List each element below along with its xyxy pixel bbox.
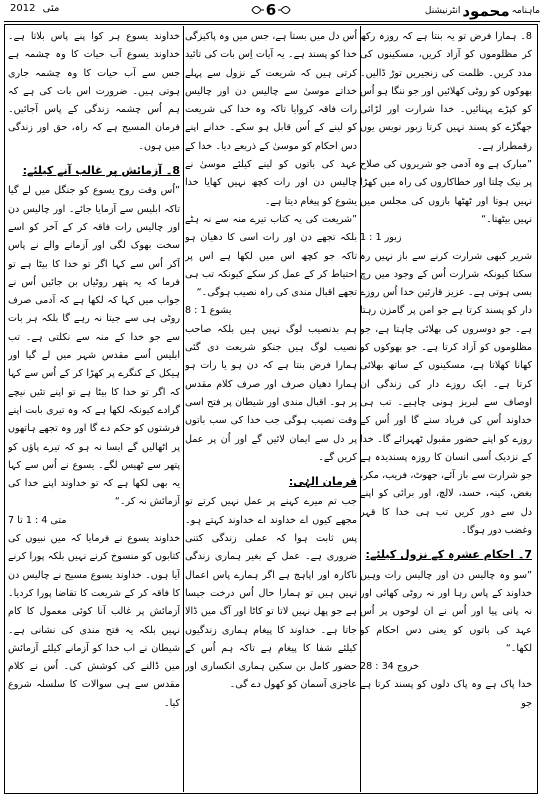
column-middle bbox=[185, 28, 357, 790]
column-divider-left bbox=[183, 26, 184, 792]
magazine-kicker: ماہنامہ bbox=[511, 6, 540, 16]
issue-year: 2012 bbox=[10, 3, 36, 14]
issue-month: مئی bbox=[42, 3, 60, 14]
paragraph: خداوند یسوع ہر کوا پنے پاس بلاتا ہے۔ خداوند یسوع آب حیات کا وہ چشمہ ہے جس سے آب حیات کا وہ چشمہ جاری ہوتی ہیں۔ ضرورت اس بات کی ہے کہ ہم اُس چشمہ زندگی کے پاس آجائیں۔ فرمان المسیح ہے کہ راہ، حق اور زندگی میں ہوں۔ bbox=[8, 31, 180, 152]
column-left bbox=[8, 28, 180, 790]
page-header bbox=[0, 0, 544, 22]
paragraph: ”سو وہ چالیس دن اور چالیس رات وہیں خداوند کے پاس رہا اور نہ روٹی کھائی اور نہ پانی پیا اور اُس نے ان لوحوں پر اُس عہد کی باتوں کو یعنی دس احکام کو لکھا۔“ bbox=[360, 569, 532, 654]
paragraph: خدا پاک ہے وہ پاک دلوں کو پسند کرتا ہے جو bbox=[360, 679, 532, 709]
issue-date bbox=[6, 3, 59, 14]
scripture-reference: متی 4 : 1 تا 7 bbox=[8, 514, 67, 526]
section-heading: 7۔ احکام عشرہ کے نزول کیلئے: bbox=[365, 548, 532, 562]
section-heading: 8۔ آزمائش پر غالب آنے کیلئے: bbox=[22, 164, 180, 178]
section-heading: فرمان الہٰی: bbox=[288, 475, 357, 489]
page-number: 6 bbox=[265, 1, 277, 19]
paragraph: ہم بدنصیب لوگ نہیں ہیں بلکہ صاحب نصیب لوگ ہیں جنکو شریعت دی گئی ہمارا فرض بنتا ہے کہ دن ہو یا رات ہو ہمارا دھیان صرف اور صرف کلام مقدس پر ہو۔ اقبال مندی اور شیطان پر فتح اسی وقت نصیب ہوگی جب خدا کی سب باتوں پر دل سے ایمان لائیں گے اور اُن پر عمل کریں گے۔ bbox=[185, 323, 357, 463]
paragraph: اُس دل میں بستا ہے، جس میں وہ پاکیزگی خدا کو پسند ہے۔ یہ آیات اِس بات کی تائید کرتی ہیں کہ شریعت کے نزول سے پہلے خداتے موسیٰ سے چالیس دن اور چالیس رات فاقہ کروایا تاکہ وہ خدا کی شریعت کو لینے کے اُس قابل ہو سکے۔ خدانے اپنے دس احکام کو موسیٰ کے ذریعے دیا۔ خدا کے عہد کی باتوں کو لینے کیلئے موسیٰ نے چالیس دن اور رات کچھ نہیں کھایا خدا یشوع کو پیغام دیتا ہے۔ bbox=[185, 31, 357, 207]
paragraph: 8۔ ہمارا فرض تو یہ بنتا ہے کہ روزہ رکھ کر مظلوموں کو آزاد کریں، مسکینوں کی مدد کریں۔ ظلمت کی زنجیریں توڑ ڈالیں۔ بھوکوں کو روٹی کھلائیں اور جو ننگا ہو اُس کو کپڑے پہنائیں۔ خدا شرارت اور لڑائی جھگڑے کو پسند نہیں کرتا زبور نویس یوں رقمطراز ہے۔ bbox=[360, 31, 532, 152]
magazine-tagline: انٹرنیشنل bbox=[424, 6, 461, 16]
paragraph: ”اُس وقت روح یسوع کو جنگل میں لے گیا تاکہ ابلیس سے آزمایا جائے۔ اور چالیس دن اور چالیس رات فاقہ کر کے آخر کو اسے سخت بھوک لگی اور آزمانے والے نے پاس آکر اُس سے کہا اگر تو خدا کا بیٹا ہے تو فرما کہ یہ پتھر روٹیاں بن جائیں اُس نے جواب میں کہا کہ لکھا ہے کہ آدمی صرف روٹی ہی سے جیتا نہ رہے گا بلکہ ہر بات سے جو خدا کے منہ سے نکلتی ہے۔ تب ابلیس اُسے مقدس شہر میں لے گیا اور ہیکل کے کنگرے پر کھڑا کر کے اُس سے کہا کہ اگر تو خدا کا بیٹا ہے تو اپنے تئیں نیچے گرادے کیونکہ لکھا ہے کہ وہ تیری بابت اپنے فرشتوں کو حکم دے گا اور وہ تجھے ہاتھوں پر اٹھالیں گے ایسا نہ ہو کہ تیرے پاؤں کو پتھر سے ٹھیس لگے۔ یسوع نے اُس سے کہا یہ بھی لکھا ہے کہ تو خداوند اپنے خدا کی آزمائش نہ کر۔“ bbox=[8, 185, 180, 508]
paragraph: خداوند یسوع نے فرمایا کہ میں نبیوں کی کتابوں کو منسوخ کرنے نہیں بلکہ پورا کرنے آیا ہوں۔ خداوند یسوع مسیح نے چالیس دن کا فاقہ کر کے شریعت کا تقاضا پورا کردیا۔ آزمائش پر غالب آنا کوئی معمول کا کام نہیں بلکہ یہ فتح مندی کی نشانی ہے۔ شیطان نے اب خدا کو آزمانے کیلئے آزمائش میں ڈالنے کی کوشش کی۔ اُس نے کلام مقدس سے ہی سوالات کا سلسلہ شروع کیا۔ bbox=[8, 533, 180, 709]
column-right bbox=[360, 28, 532, 790]
paragraph: ”شریعت کی یہ کتاب تیرے منہ سے نہ ہٹے بلکہ تجھے دن اور رات اسی کا دھیان ہو تاکہ جو کچھ اس میں لکھا ہے اس پر احتیاط کر کے عمل کر سکے کیونکہ تب ہی تجھے اقبال مندی کی راہ نصیب ہوگی۔“ bbox=[185, 213, 357, 299]
magazine-masthead bbox=[425, 2, 540, 20]
paragraph: جب تم میرے کہنے پر عمل نہیں کرتے تو مجھے کیوں اے خداوند اے خداوند کہتے ہو۔ پس ثابت ہوا کہ عملی زندگی کتنی ضروری ہے۔ عمل کے بغیر ہماری زندگی ناکارہ اور اپاہج ہے اگر ہمارے پاس اعمال نہیں ہیں تو ہمارا حال اُس درخت جیسا ہے جو پھل نہیں لاتا تو کاٹا اور آگ میں ڈالا جاتا ہے۔ خداوند کا پیغام ہماری زندگیوں کیلئے شفا کا پیغام ہے تاکہ ہم اُس کے حضور کامل بن سکیں ہماری انکساری اور عاجزی آسمان کو کھول دے گی۔ bbox=[185, 496, 357, 691]
magazine-title: محمود bbox=[462, 2, 510, 20]
scripture-reference: خروج 34 : 28 bbox=[360, 661, 419, 673]
scripture-reference: یشوع 1 : 8 bbox=[185, 305, 232, 317]
page-number-badge bbox=[250, 1, 292, 19]
scripture-reference: زبور 1 : 1 bbox=[360, 232, 402, 244]
paragraph: شریر کبھی شرارت کرنے سے باز نہیں رہ سکتا کیونکہ شرارت اُس کے وجود میں رچ بسی ہوتی ہے۔ عزیز قارئین خدا اُس روزے دار کو پسند کرتا ہے جو امن پر گامزن رہتا ہے۔ جو دوسروں کی بھلائی چاہتا ہے، جو مظلوموں کو آزاد کرتا ہے۔ جو بھوکوں کو کھانا کھلاتا ہے، مسکینوں کے ساتھ بھلائی کرتا ہے۔ ایک روزے دار کی زندگی ان اوصاف سے لبریز ہونی چاہیے۔ تب ہی خداوند اُس کی فریاد سنے گا اور اُس کے روزے کو اپنے حضور مقبول ٹھہرائے گا۔ خدا کے نزدیک اُسی انسان کا روزہ پسندیدہ ہے جو شرارت سے باز آئے، جھوٹ، فریب، مکر، بغض، کینہ، حسد، لالچ، اور برائی کو اپنے دل سے دور کریں تب ہی خدا کا قہر وغضب دور ہوگا۔ bbox=[360, 250, 532, 537]
paragraph: ”مبارک ہے وہ آدمی جو شریروں کی صلاح پر نیک چلتا اور خطاکاروں کی راہ میں کھڑا نہیں ہوتا اور ٹھٹھا بازوں کی مجلس میں نہیں بیٹھتا۔“ bbox=[360, 159, 532, 225]
header-rule bbox=[4, 21, 540, 22]
